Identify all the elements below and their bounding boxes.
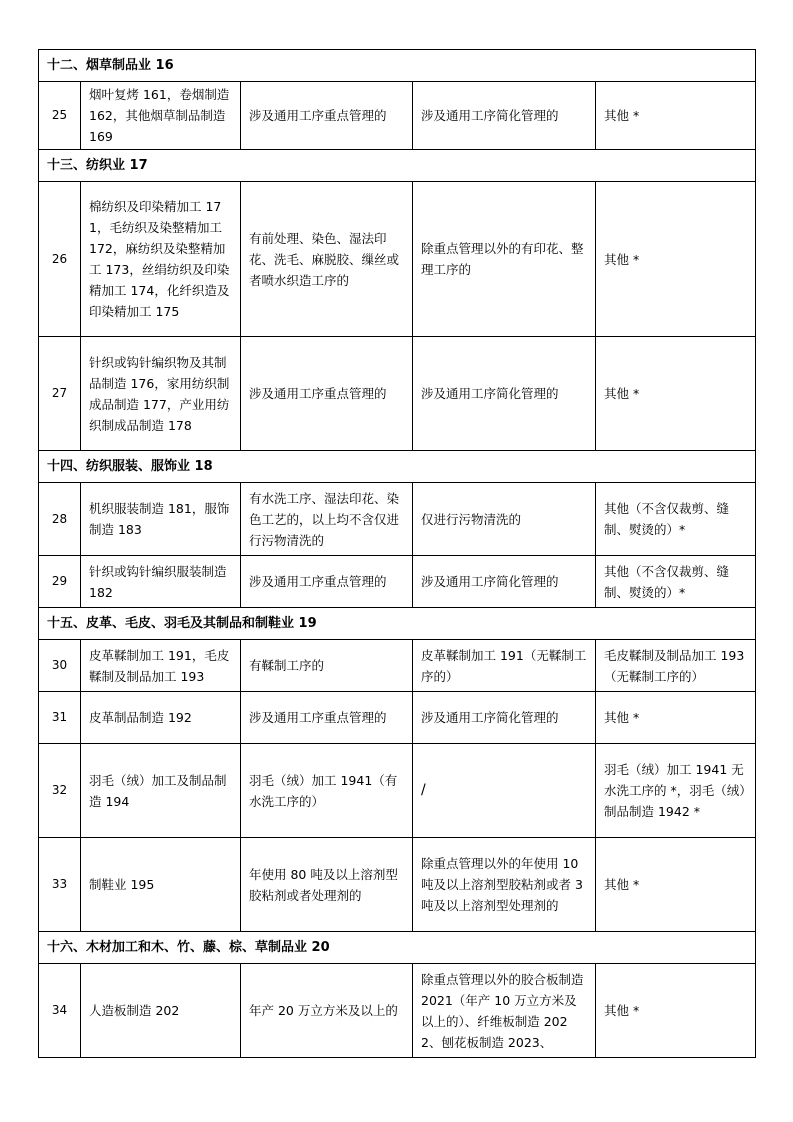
simplified-management-cell: 除重点管理以外的有印花、整理工序的 (413, 182, 596, 337)
section-title: 十四、纺织服装、服饰业 18 (39, 451, 756, 483)
key-management-cell: 涉及通用工序重点管理的 (241, 556, 413, 608)
industry-cell: 皮革制品制造 192 (81, 692, 241, 744)
row-number: 34 (39, 964, 81, 1058)
section-header-16 (39, 932, 756, 964)
registration-cell: 其他 * (596, 337, 756, 451)
section-title: 十六、木材加工和木、竹、藤、棕、草制品业 20 (39, 932, 756, 964)
table-row-25 (39, 82, 756, 150)
simplified-management-cell: 除重点管理以外的胶合板制造 2021（年产 10 万立方米及以上的）、纤维板制造 2022、刨花板制造 2023、 (413, 964, 596, 1058)
industry-cell: 烟叶复烤 161，卷烟制造 162，其他烟草制品制造 169 (81, 82, 241, 150)
registration-cell: 其他 * (596, 692, 756, 744)
key-management-cell: 涉及通用工序重点管理的 (241, 82, 413, 150)
industry-cell: 棉纺织及印染精加工 171，毛纺织及染整精加工 172，麻纺织及染整精加工 173，丝绢纺织及印染精加工 174，化纤织造及印染精加工 175 (81, 182, 241, 337)
industry-cell: 人造板制造 202 (81, 964, 241, 1058)
table-row-29 (39, 556, 756, 608)
section-header-12 (39, 50, 756, 82)
key-management-cell: 有水洗工序、湿法印花、染色工艺的，以上均不含仅进行污物清洗的 (241, 483, 413, 556)
table-row-31 (39, 692, 756, 744)
simplified-management-cell: 除重点管理以外的年使用 10 吨及以上溶剂型胶粘剂或者 3 吨及以上溶剂型处理剂的 (413, 838, 596, 932)
simplified-management-cell: 涉及通用工序简化管理的 (413, 337, 596, 451)
industry-cell: 羽毛（绒）加工及制品制造 194 (81, 744, 241, 838)
section-header-14 (39, 451, 756, 483)
registration-cell: 其他 * (596, 82, 756, 150)
section-title: 十五、皮革、毛皮、羽毛及其制品和制鞋业 19 (39, 608, 756, 640)
registration-cell: 其他 * (596, 838, 756, 932)
key-management-cell: 涉及通用工序重点管理的 (241, 337, 413, 451)
simplified-management-cell: / (413, 744, 596, 838)
section-header-15 (39, 608, 756, 640)
section-title: 十二、烟草制品业 16 (39, 50, 756, 82)
industry-cell: 皮革鞣制加工 191，毛皮鞣制及制品加工 193 (81, 640, 241, 692)
section-title: 十三、纺织业 17 (39, 150, 756, 182)
registration-cell: 其他 * (596, 182, 756, 337)
key-management-cell: 有前处理、染色、湿法印花、洗毛、麻脱胶、缫丝或者喷水织造工序的 (241, 182, 413, 337)
row-number: 25 (39, 82, 81, 150)
row-number: 33 (39, 838, 81, 932)
table-row-27 (39, 337, 756, 451)
industry-cell: 针织或钩针编织物及其制品制造 176，家用纺织制成品制造 177，产业用纺织制成品制造 178 (81, 337, 241, 451)
table-row-32 (39, 744, 756, 838)
row-number: 30 (39, 640, 81, 692)
row-number: 32 (39, 744, 81, 838)
row-number: 31 (39, 692, 81, 744)
table-row-34 (39, 964, 756, 1058)
registration-cell: 其他（不含仅裁剪、缝制、熨烫的）* (596, 483, 756, 556)
table-row-30 (39, 640, 756, 692)
key-management-cell: 年产 20 万立方米及以上的 (241, 964, 413, 1058)
section-header-13 (39, 150, 756, 182)
simplified-management-cell: 涉及通用工序简化管理的 (413, 82, 596, 150)
permit-classification-table (38, 49, 756, 1058)
row-number: 26 (39, 182, 81, 337)
table-row-33 (39, 838, 756, 932)
simplified-management-cell: 涉及通用工序简化管理的 (413, 692, 596, 744)
row-number: 28 (39, 483, 81, 556)
simplified-management-cell: 皮革鞣制加工 191（无鞣制工序的） (413, 640, 596, 692)
row-number: 29 (39, 556, 81, 608)
simplified-management-cell: 涉及通用工序简化管理的 (413, 556, 596, 608)
key-management-cell: 有鞣制工序的 (241, 640, 413, 692)
registration-cell: 毛皮鞣制及制品加工 193（无鞣制工序的） (596, 640, 756, 692)
industry-cell: 制鞋业 195 (81, 838, 241, 932)
industry-cell: 针织或钩针编织服装制造 182 (81, 556, 241, 608)
key-management-cell: 涉及通用工序重点管理的 (241, 692, 413, 744)
registration-cell: 羽毛（绒）加工 1941 无水洗工序的 *，羽毛（绒）制品制造 1942 * (596, 744, 756, 838)
key-management-cell: 羽毛（绒）加工 1941（有水洗工序的） (241, 744, 413, 838)
table-row-26 (39, 182, 756, 337)
row-number: 27 (39, 337, 81, 451)
table-row-28 (39, 483, 756, 556)
registration-cell: 其他（不含仅裁剪、缝制、熨烫的）* (596, 556, 756, 608)
simplified-management-cell: 仅进行污物清洗的 (413, 483, 596, 556)
registration-cell: 其他 * (596, 964, 756, 1058)
key-management-cell: 年使用 80 吨及以上溶剂型胶粘剂或者处理剂的 (241, 838, 413, 932)
industry-cell: 机织服装制造 181，服饰制造 183 (81, 483, 241, 556)
